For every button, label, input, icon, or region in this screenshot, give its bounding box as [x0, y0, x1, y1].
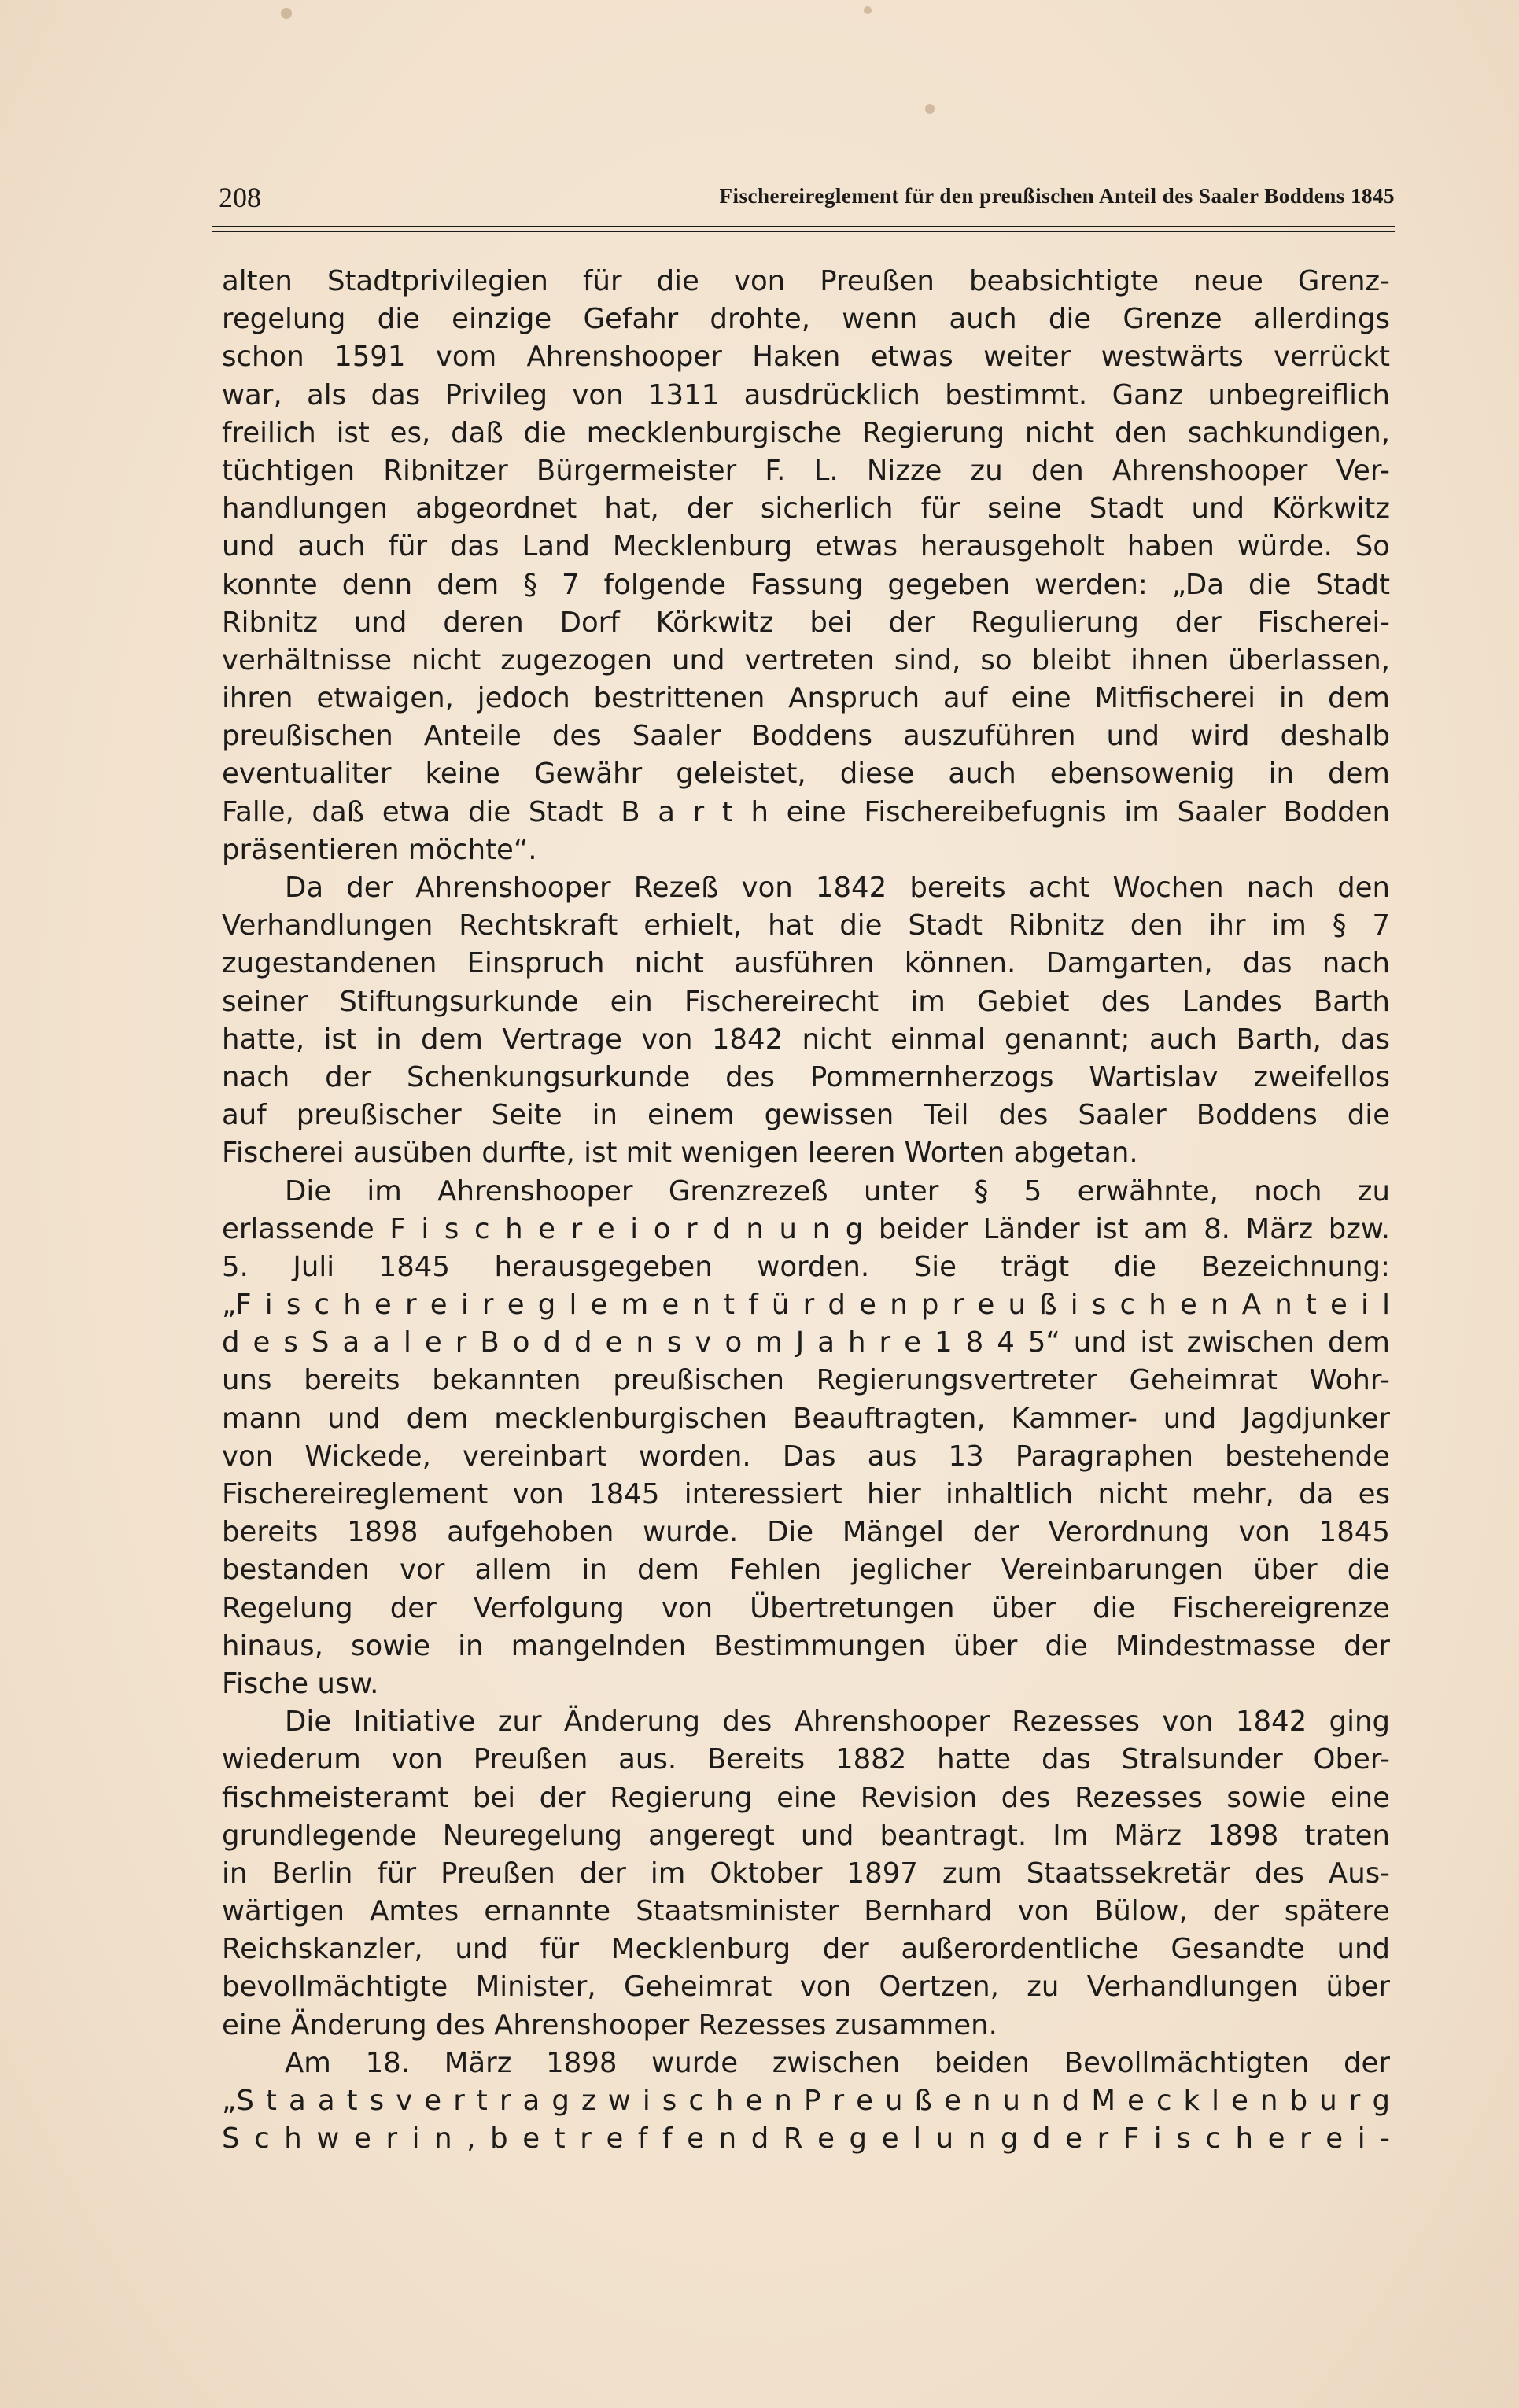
text-line: erlassende F i s c h e r e i o r d n u n g beider Länder ist am 8. März bzw. — [222, 1212, 1390, 1245]
paper-stain — [925, 104, 935, 114]
header-rule-thin — [212, 231, 1395, 232]
text-line: grundlegende Neuregelung angeregt und beantragt. Im März 1898 traten — [222, 1819, 1390, 1852]
text-line: wiederum von Preußen aus. Bereits 1882 hatte das Stralsunder Ober- — [222, 1743, 1390, 1776]
text-line: tüchtigen Ribnitzer Bürgermeister F. L. Nizze zu den Ahrenshooper Ver- — [222, 454, 1390, 487]
text-line: fischmeisteramt bei der Regierung eine Revision des Rezesses sowie eine — [222, 1781, 1390, 1814]
text-line: freilich ist es, daß die mecklenburgische Regierung nicht den sachkundigen, — [222, 416, 1390, 449]
text-line: und auch für das Land Mecklenburg etwas herausgeholt haben würde. So — [222, 530, 1390, 563]
text-line: Falle, daß etwa die Stadt B a r t h eine Fischereibefugnis im Saaler Bodden — [222, 795, 1390, 828]
text-line: ihren etwaigen, jedoch bestrittenen Anspruch auf eine Mitfischerei in dem — [222, 682, 1390, 715]
text-line: von Wickede, vereinbart worden. Das aus 13 Paragraphen bestehende — [222, 1440, 1390, 1473]
text-line: Fische usw. — [222, 1667, 379, 1700]
text-line: bereits 1898 aufgehoben wurde. Die Mängel der Verordnung von 1845 — [222, 1516, 1390, 1549]
text-line: in Berlin für Preußen der im Oktober 1897 zum Staatssekretär des Aus- — [222, 1857, 1390, 1890]
text-line: S c h w e r i n , b e t r e f f e n d R e g e l u n g d e r F i s c h e r e i - — [222, 2122, 1390, 2155]
paper-stain — [281, 8, 292, 19]
paragraph-first-line: Die Initiative zur Änderung des Ahrenshooper Rezesses von 1842 ging — [285, 1706, 1390, 1739]
text-line: mann und dem mecklenburgischen Beauftragten, Kammer- und Jagdjunker — [222, 1402, 1390, 1435]
paragraph-first-line: Die im Ahrenshooper Grenzrezeß unter § 5 erwähnte, noch zu — [285, 1174, 1390, 1208]
text-line: Verhandlungen Rechtskraft erhielt, hat die Stadt Ribnitz den ihr im § 7 — [222, 909, 1390, 942]
text-line: hatte, ist in dem Vertrage von 1842 nicht einmal genannt; auch Barth, das — [222, 1023, 1390, 1056]
text-line: Reichskanzler, und für Mecklenburg der außerordentliche Gesandte und — [222, 1933, 1390, 1966]
header-rule — [212, 226, 1395, 227]
text-line: Fischerei ausüben durfte, ist mit wenigen leeren Worten abgetan. — [222, 1137, 1138, 1170]
text-line: schon 1591 vom Ahrenshooper Haken etwas weiter westwärts verrückt — [222, 341, 1390, 374]
paragraph-first-line: Da der Ahrenshooper Rezeß von 1842 bereits acht Wochen nach den — [285, 872, 1390, 904]
text-line: hinaus, sowie in mangelnden Bestimmungen über die Mindestmasse der — [222, 1629, 1390, 1662]
text-line: Ribnitz und deren Dorf Körkwitz bei der Regulierung der Fischerei- — [222, 606, 1390, 639]
text-line: handlungen abgeordnet hat, der sicherlich für seine Stadt und Körkwitz — [222, 492, 1390, 525]
text-line: seiner Stiftungsurkunde ein Fischereirecht im Gebiet des Landes Barth — [222, 985, 1390, 1018]
text-line: wärtigen Amtes ernannte Staatsminister Bernhard von Bülow, der spätere — [222, 1895, 1390, 1928]
text-line: „S t a a t s v e r t r a g z w i s c h e n P r e u ß e n u n d M e c k l e n b u r g — [222, 2085, 1390, 2117]
text-line: nach der Schenkungsurkunde des Pommernherzogs Wartislav zweifellos — [222, 1060, 1390, 1093]
body-text — [222, 263, 1390, 2158]
text-line: preußischen Anteile des Saaler Boddens auszuführen und wird deshalb — [222, 720, 1390, 753]
text-line: bevollmächtigte Minister, Geheimrat von Oertzen, zu Verhandlungen über — [222, 1971, 1390, 2004]
text-line: regelung die einzige Gefahr drohte, wenn auch die Grenze allerdings — [222, 303, 1390, 336]
text-line: Fischereireglement von 1845 interessiert hier inhaltlich nicht mehr, da es — [222, 1478, 1390, 1510]
text-line: uns bereits bekannten preußischen Regierungsvertreter Geheimrat Wohr- — [222, 1364, 1390, 1397]
paper-stain — [864, 6, 872, 14]
page-number: 208 — [219, 182, 261, 213]
text-line: auf preußischer Seite in einem gewissen Teil des Saaler Boddens die — [222, 1099, 1390, 1132]
running-title: Fischereireglement für den preußischen Anteil des Saaler Boddens 1845 — [719, 184, 1395, 208]
text-line: eine Änderung des Ahrenshooper Rezesses zusammen. — [222, 2008, 997, 2041]
paragraph-first-line: Am 18. März 1898 wurde zwischen beiden Bevollmächtigten der — [285, 2046, 1390, 2079]
text-line: 5. Juli 1845 herausgegeben worden. Sie trägt die Bezeichnung: — [222, 1250, 1390, 1283]
text-line: zugestandenen Einspruch nicht ausführen können. Damgarten, das nach — [222, 947, 1390, 980]
text-line: d e s S a a l e r B o d d e n s v o m J a h r e 1 8 4 5“ und ist zwischen dem — [222, 1326, 1390, 1359]
text-line: verhältnisse nicht zugezogen und vertreten sind, so bleibt ihnen überlassen, — [222, 643, 1390, 677]
text-line: war, als das Privileg von 1311 ausdrücklich bestimmt. Ganz unbegreiflich — [222, 378, 1390, 411]
page-header — [219, 178, 1395, 225]
text-line: bestanden vor allem in dem Fehlen jeglicher Vereinbarungen über die — [222, 1554, 1390, 1587]
text-line: alten Stadtprivilegien für die von Preußen beabsichtigte neue Grenz- — [222, 265, 1390, 297]
text-line: „F i s c h e r e i r e g l e m e n t f ü r d e n p r e u ß i s c h e n A n t e i l — [222, 1289, 1390, 1322]
text-line: konnte denn dem § 7 folgende Fassung gegeben werden: „Da die Stadt — [222, 568, 1390, 601]
text-line: präsentieren möchte“. — [222, 833, 537, 866]
text-line: eventualiter keine Gewähr geleistet, diese auch ebensowenig in dem — [222, 758, 1390, 791]
text-line: Regelung der Verfolgung von Übertretungen über die Fischereigrenze — [222, 1591, 1390, 1624]
